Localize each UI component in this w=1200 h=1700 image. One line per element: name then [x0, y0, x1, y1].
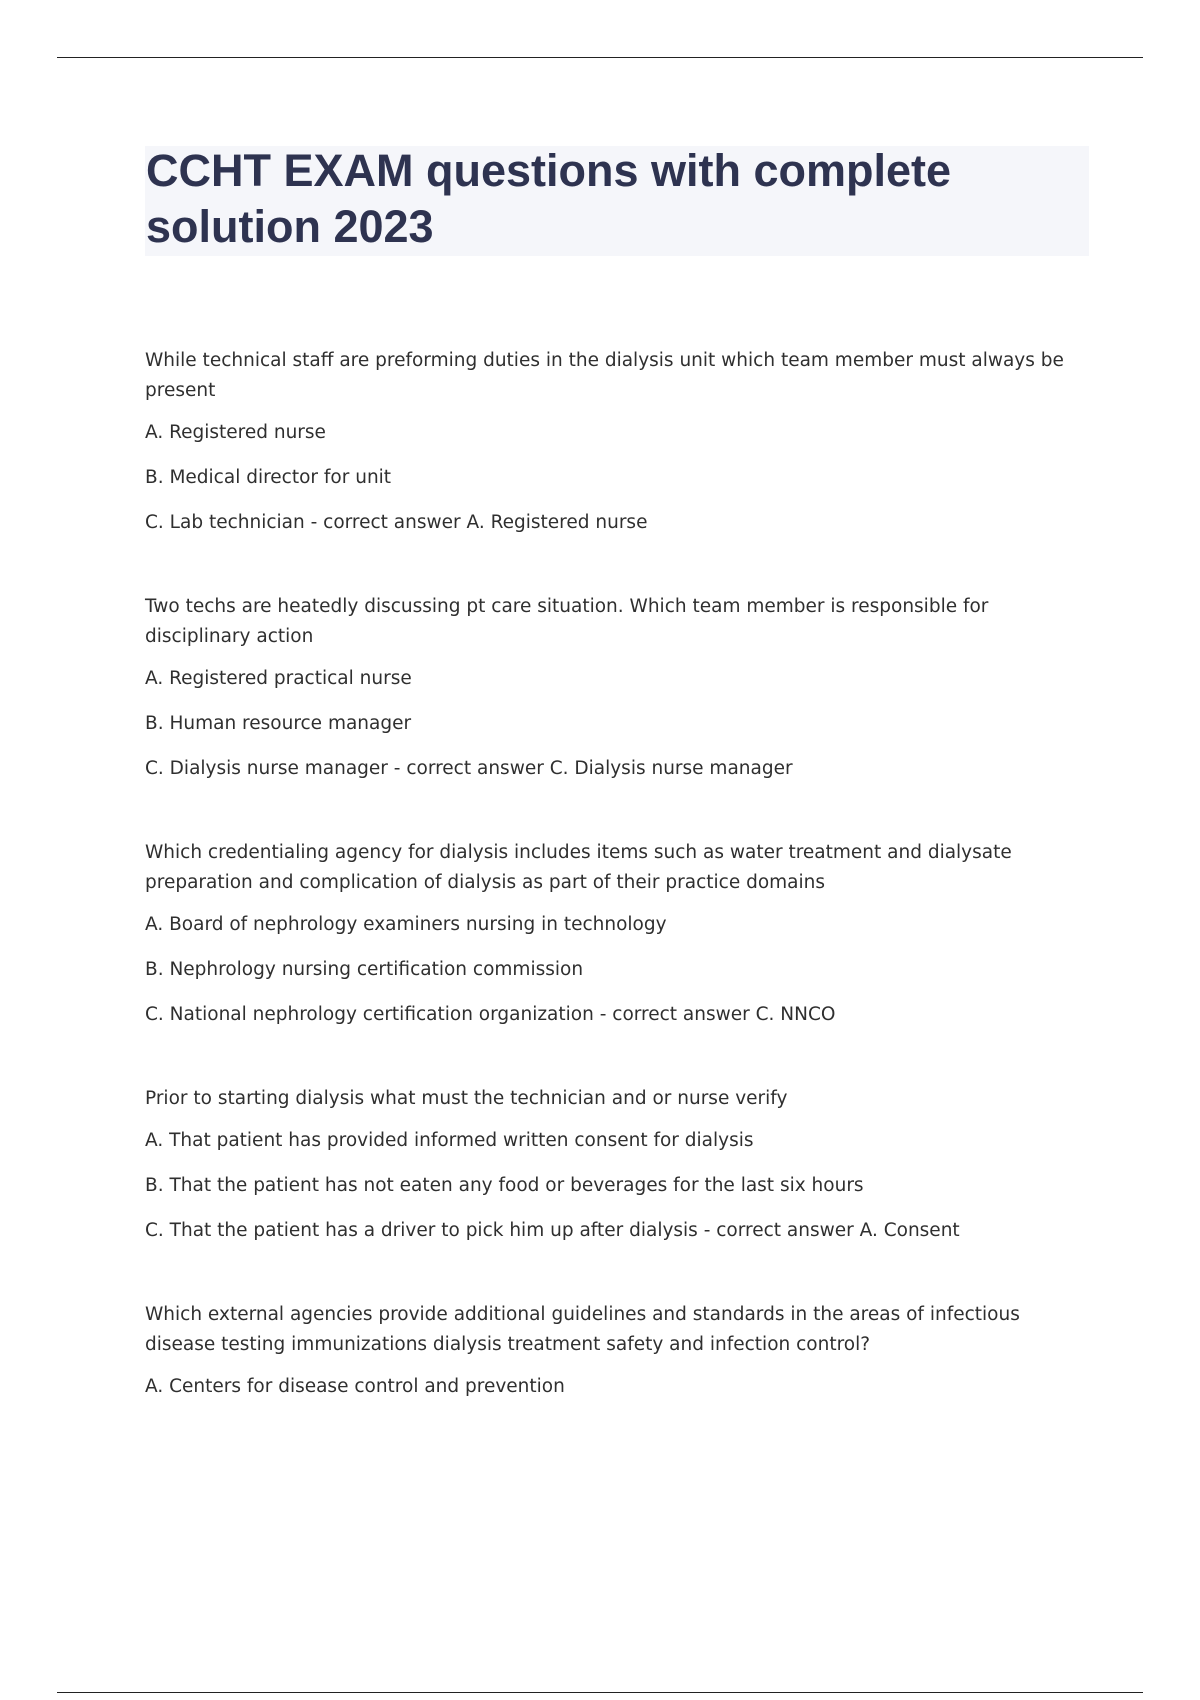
questions-list [145, 346, 1095, 1456]
answer-option: B. Human resource manager [145, 713, 412, 734]
question-block [145, 346, 1095, 538]
answer-option: A. Registered nurse [145, 422, 326, 443]
answer-option: B. Medical director for unit [145, 467, 392, 488]
question-text: Which credentialing agency for dialysis includes items such as water treatment and dialysate preparation and complication of dialysis as part of their practice domains [145, 842, 1012, 893]
answer-option: B. That the patient has not eaten any food or beverages for the last six hours [145, 1175, 864, 1196]
question-text: Which external agencies provide additional guidelines and standards in the areas of infectious disease testing immunizations dialysis treatment safety and infection control? [145, 1304, 1020, 1355]
question-text: While technical staff are preforming duties in the dialysis unit which team member must always be present [145, 350, 1064, 401]
question-text: Prior to starting dialysis what must the technician and or nurse verify [145, 1088, 788, 1109]
document-title: CCHT EXAM questions with complete solution 2023 [146, 145, 952, 252]
answer-option: C. Dialysis nurse manager - correct answer C. Dialysis nurse manager [145, 758, 793, 779]
question-block [145, 592, 1095, 784]
answer-option: A. Centers for disease control and prevention [145, 1376, 565, 1397]
top-rule [57, 57, 1143, 58]
question-block [145, 1300, 1095, 1402]
answer-option: C. National nephrology certification organization - correct answer C. NNCO [145, 1004, 836, 1025]
answer-option: C. That the patient has a driver to pick him up after dialysis - correct answer A. Consent [145, 1220, 960, 1241]
answer-option: B. Nephrology nursing certification commission [145, 959, 584, 980]
question-block [145, 1084, 1095, 1246]
answer-option: C. Lab technician - correct answer A. Registered nurse [145, 512, 648, 533]
answer-option: A. That patient has provided informed written consent for dialysis [145, 1130, 754, 1151]
answer-option: A. Registered practical nurse [145, 668, 412, 689]
answer-option: A. Board of nephrology examiners nursing in technology [145, 914, 667, 935]
question-text: Two techs are heatedly discussing pt care situation. Which team member is responsible for disciplinary action [145, 596, 989, 647]
bottom-rule [57, 1692, 1143, 1693]
question-block [145, 838, 1095, 1030]
